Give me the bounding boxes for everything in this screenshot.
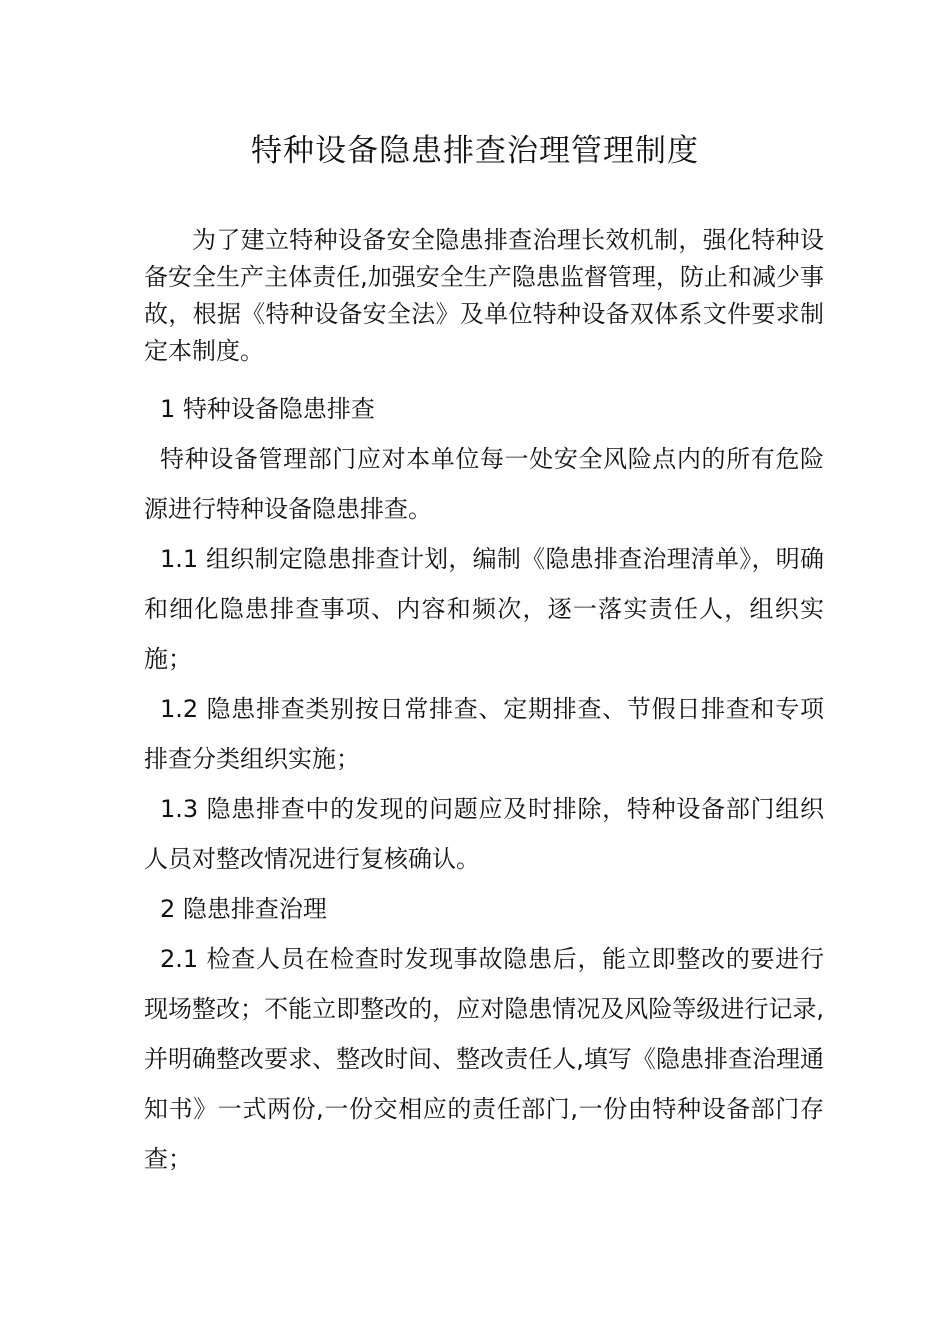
item-1-2: 1.2 隐患排查类别按日常排查、定期排查、节假日排查和专项排查分类组织实施； — [144, 695, 824, 773]
item-1-3: 1.3 隐患排查中的发现的问题应及时排除，特种设备部门组织人员对整改情况进行复核确认。 — [144, 795, 824, 873]
section-2-heading: 2 隐患排查治理 — [160, 895, 327, 923]
item-2-1: 2.1 检查人员在检查时发现事故隐患后，能立即整改的要进行现场整改；不能立即整改的，应对隐患情况及风险等级进行记录,并明确整改要求、整改时间、整改责任人,填写《隐患排查治理通知书》一式两份,一份交相应的责任部门,一份由特种设备部门存查； — [144, 945, 824, 1173]
document-title: 特种设备隐患排查治理管理制度 — [251, 133, 699, 169]
intro-paragraph: 为了建立特种设备安全隐患排查治理长效机制，强化特种设备安全生产主体责任,加强安全生产隐患监督管理，防止和减少事故，根据《特种设备安全法》及单位特种设备双体系文件要求制定本制度。 — [144, 226, 824, 365]
item-1-1: 1.1 组织制定隐患排查计划，编制《隐患排查治理清单》，明确和细化隐患排查事项、内容和频次，逐一落实责任人，组织实施； — [144, 545, 824, 673]
document-body — [144, 222, 824, 1184]
section-1-heading: 1 特种设备隐患排查 — [160, 395, 375, 423]
section-1-body: 特种设备管理部门应对本单位每一处安全风险点内的所有危险源进行特种设备隐患排查。 — [144, 445, 824, 523]
